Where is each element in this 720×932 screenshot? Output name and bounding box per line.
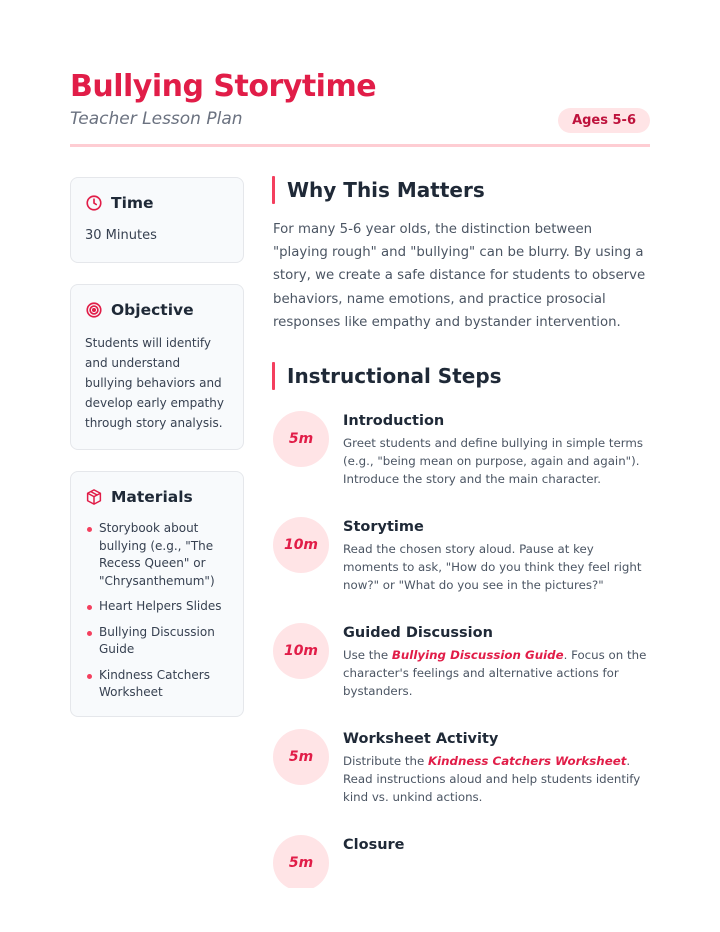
- step-description: Read the chosen story aloud. Pause at key moments to ask, "How do you think they feel right now?" or "What do you see in the pictures?": [343, 542, 642, 592]
- why-heading-text: Why This Matters: [287, 178, 485, 202]
- step-duration: 10m: [283, 537, 319, 553]
- heading-accent-bar: [272, 362, 275, 390]
- page-title: Bullying Storytime: [70, 69, 377, 104]
- objective-text: Students will identify and understand bullying behaviors and develop early empathy through story analysis.: [85, 336, 224, 430]
- time-card: [70, 177, 244, 263]
- list-item: Storybook about bullying (e.g., "The Recess Queen" or "Chrysanthemum"): [85, 520, 229, 590]
- duration-circle: [273, 729, 329, 785]
- step-title: Guided Discussion: [343, 625, 493, 641]
- steps-heading-text: Instructional Steps: [287, 364, 502, 388]
- materials-title: Materials: [111, 488, 193, 506]
- heading-accent-bar: [272, 176, 275, 204]
- list-item: Bullying Discussion Guide: [85, 624, 229, 659]
- step-duration: 5m: [288, 431, 314, 447]
- step-duration: 5m: [288, 749, 314, 765]
- age-badge: Ages 5-6: [558, 108, 650, 133]
- step-title: Storytime: [343, 519, 424, 535]
- step-title: Closure: [343, 837, 405, 853]
- box-icon: [85, 488, 103, 506]
- duration-circle: [273, 411, 329, 467]
- step-description: Distribute the Kindness Catchers Worksheet. Read instructions aloud and help students identify kind vs. unkind actions.: [343, 754, 641, 804]
- materials-list: [85, 520, 229, 702]
- worksheet-link[interactable]: Kindness Catchers Worksheet: [427, 754, 627, 768]
- step-duration: 5m: [288, 855, 314, 871]
- time-value: 30 Minutes: [85, 228, 157, 243]
- step-description: Greet students and define bullying in simple terms (e.g., "being mean on purpose, again and again"). Introduce the story and the main character.: [343, 436, 644, 486]
- step-title: Worksheet Activity: [343, 731, 499, 747]
- header-divider: [70, 144, 650, 147]
- time-title: Time: [111, 194, 154, 212]
- step-description: Use the Bullying Discussion Guide. Focus on the character's feelings and alternative actions for bystanders.: [343, 648, 647, 698]
- duration-circle: [273, 623, 329, 679]
- steps-heading: [272, 362, 502, 390]
- step-title: Introduction: [343, 413, 445, 429]
- objective-title: Objective: [111, 301, 194, 319]
- why-text: For many 5-6 year olds, the distinction between "playing rough" and "bullying" can be blurry. By using a story, we create a safe distance for students to observe behaviors, name emotions, and practice prosocial responses like empathy and bystander intervention.: [273, 222, 646, 330]
- list-item: Heart Helpers Slides: [85, 598, 229, 616]
- target-icon: [85, 301, 103, 319]
- objective-card: [70, 284, 244, 450]
- header: [70, 66, 650, 130]
- list-item: Kindness Catchers Worksheet: [85, 667, 229, 702]
- materials-card: [70, 471, 244, 717]
- clock-icon: [85, 194, 103, 212]
- page-subtitle: Teacher Lesson Plan: [70, 109, 243, 129]
- page-bottom-mask: [0, 888, 720, 932]
- duration-circle: [273, 835, 329, 891]
- discussion-guide-link[interactable]: Bullying Discussion Guide: [391, 648, 564, 662]
- duration-circle: [273, 517, 329, 573]
- step-duration: 10m: [283, 643, 319, 659]
- why-heading: [272, 176, 485, 204]
